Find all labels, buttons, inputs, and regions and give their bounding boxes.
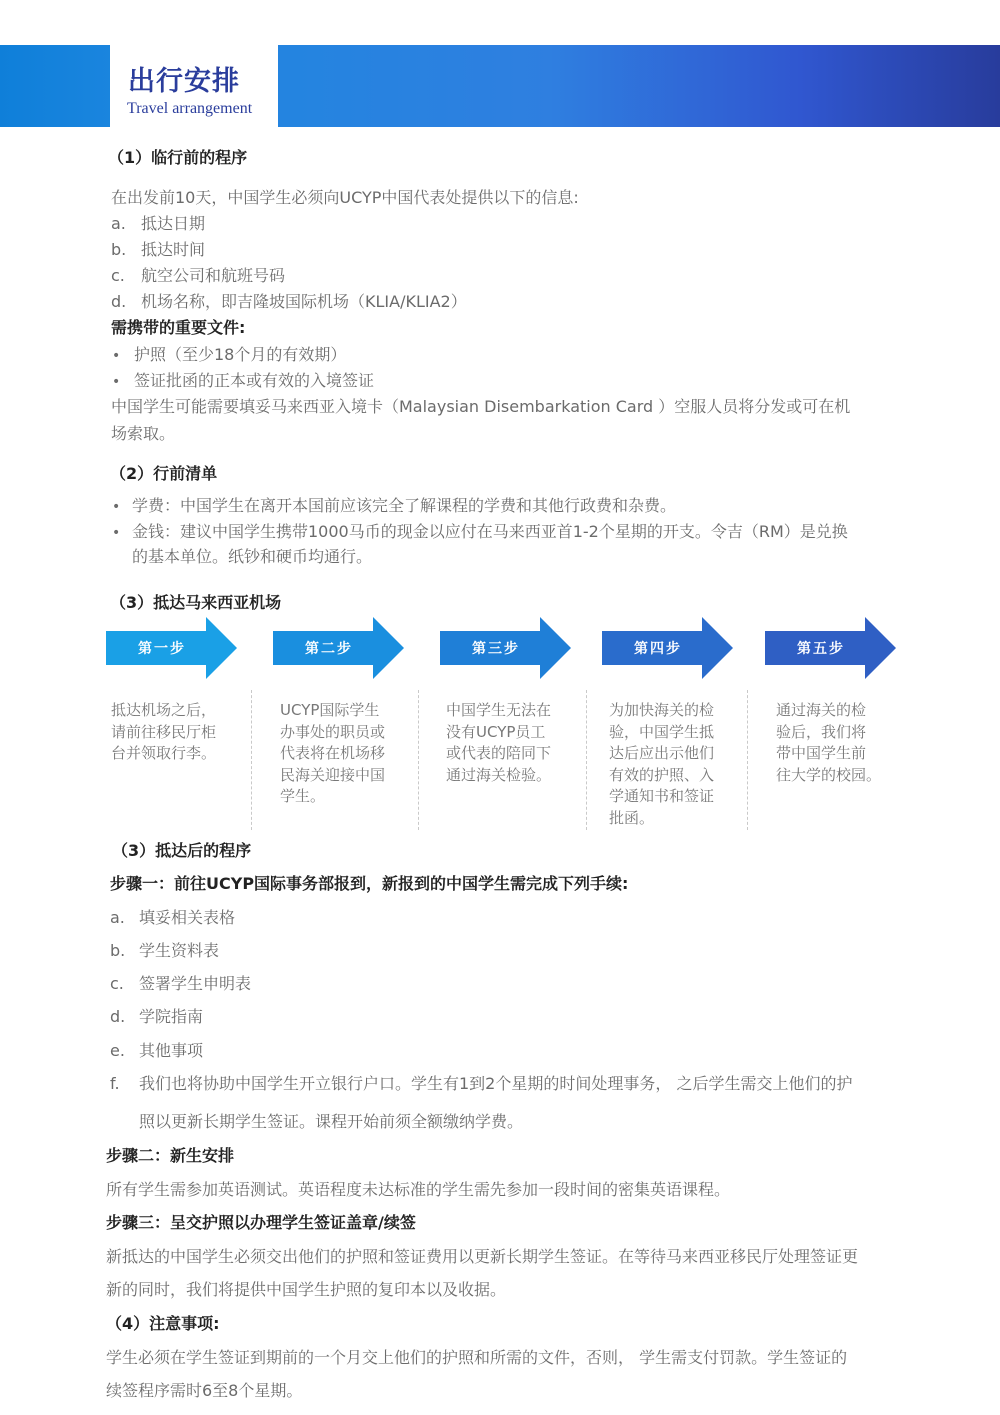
step-desc-line: UCYP国际学生 [280,701,380,719]
step-desc-line: 批函。 [609,808,655,827]
list-item: 照以更新长期学生签证。课程开始前须全额缴纳学费。 [139,1112,524,1131]
doc-item: 签证批函的正本或有效的入境签证 [134,371,375,390]
step3-text: 新抵达的中国学生必须交出他们的护照和签证费用以更新长期学生签证。在等待马来西亚移民厅处理签证更 [106,1247,859,1266]
step1-heading: 步骤一：前往UCYP国际事务部报到，新报到的中国学生需完成下列手续: [110,874,629,893]
bullet-icon: • [112,348,121,364]
step-desc-line: 验后，我们将 [776,722,867,741]
step-desc-line: 学通知书和签证 [609,787,715,806]
list-marker: a. [111,214,126,233]
step-desc-line: 有效的护照、入 [609,765,715,784]
list-item: 我们也将协助中国学生开立银行户口。学生有1到2个星期的时间处理事务， 之后学生需交上他们的护 [139,1074,853,1093]
step-description-2 [280,700,405,808]
notes-text: 学生必须在学生签证到期前的一个月交上他们的护照和所需的文件，否则， 学生需支付罚款。学生签证的 [106,1348,848,1367]
step-description-1 [111,700,236,765]
title-box [110,45,278,127]
list-marker: b. [111,240,127,259]
step-desc-line: 请前往移民厅柜 [111,722,217,741]
section-heading-notes: （4）注意事项: [106,1314,220,1333]
list-item: 航空公司和航班号码 [141,266,286,285]
checklist-line: 金钱：建议中国学生携带1000马币的现金以应付在马来西亚首1-2个星期的开支。令吉（RM）是兑换 [132,522,848,541]
step-description-4 [609,700,734,830]
docs-heading: 需携带的重要文件: [111,318,246,337]
step-desc-line: 民海关迎接中国 [280,765,386,784]
step-desc-line: 台并领取行李。 [111,744,217,763]
section-heading-before-departure: （1）临行前的程序 [108,148,248,167]
section-heading-checklist: （2）行前清单 [110,464,218,483]
step-arrow-2 [273,617,404,679]
checklist-line: 学费：中国学生在离开本国前应该完全了解课程的学费和其他行政费和杂费。 [132,496,677,515]
page-title: 出行安排 [128,66,240,97]
step-label: 第三步 [472,641,520,657]
list-marker: e. [110,1041,125,1060]
step3-heading: 步骤三：呈交护照以办理学生签证盖章/续签 [106,1213,416,1232]
section-heading-arrival: （3）抵达马来西亚机场 [110,593,282,612]
step-arrow-5 [765,617,896,679]
note-line: 场索取。 [111,424,176,443]
step2-heading: 步骤二：新生安排 [106,1146,235,1165]
list-item: 抵达时间 [141,240,206,259]
list-item: 签署学生申明表 [139,974,252,993]
list-item: 机场名称，即吉隆坡国际机场（KLIA/KLIA2） [141,292,467,311]
bullet-icon: • [112,525,121,541]
step-desc-line: 中国学生无法在 [446,701,552,719]
step-desc-line: 办事处的职员或 [280,722,386,741]
page-subtitle: Travel arrangement [127,100,253,117]
step-desc-line: 学生。 [280,787,326,806]
step-arrow-1 [106,617,237,679]
step-desc-line: 通过海关的检 [776,701,867,719]
step-label: 第一步 [138,641,186,657]
step-divider [418,690,419,830]
step-desc-line: 为加快海关的检 [609,701,715,719]
step-arrow-4 [602,617,733,679]
step-description-5 [776,700,901,786]
step-label: 第二步 [305,641,353,657]
step-arrow-3 [440,617,571,679]
step2-text: 所有学生需参加英语测试。英语程度未达标准的学生需先参加一段时间的密集英语课程。 [106,1180,731,1199]
step-label: 第五步 [797,641,845,657]
list-marker: b. [110,941,126,960]
step-divider [747,690,748,830]
step-desc-line: 没有UCYP员工 [446,722,546,741]
list-item: 填妥相关表格 [139,908,236,927]
list-item: 抵达日期 [141,214,206,233]
list-item: 学院指南 [139,1007,204,1026]
bullet-icon: • [112,499,121,515]
doc-item: 护照（至少18个月的有效期） [134,345,347,364]
step-desc-line: 达后应出示他们 [609,744,715,763]
step-desc-line: 抵达机场之后， [111,701,217,719]
intro-text: 在出发前10天，中国学生必须向UCYP中国代表处提供以下的信息: [111,188,579,207]
step-label: 第四步 [634,641,682,657]
list-marker: c. [111,266,125,285]
list-marker: f. [110,1074,120,1093]
list-item: 学生资料表 [139,941,220,960]
list-marker: d. [111,292,127,311]
step-divider [586,690,587,830]
step-desc-line: 带中国学生前 [776,744,867,763]
list-marker: d. [110,1007,126,1026]
notes-text: 续签程序需时6至8个星期。 [106,1381,303,1400]
step-desc-line: 或代表的陪同下 [446,744,552,763]
step-description-3 [446,700,571,786]
step3-text: 新的同时，我们将提供中国学生护照的复印本以及收据。 [106,1280,507,1299]
step-desc-line: 通过海关检验。 [446,765,552,784]
checklist-line: 的基本单位。纸钞和硬币均通行。 [132,547,373,566]
step-desc-line: 代表将在机场移 [280,744,386,763]
section-heading-after-arrival: （3）抵达后的程序 [112,841,252,860]
list-marker: c. [110,974,124,993]
step-desc-line: 验，中国学生抵 [609,722,715,741]
list-marker: a. [110,908,125,927]
bullet-icon: • [112,374,121,390]
list-item: 其他事项 [139,1041,204,1060]
note-line: 中国学生可能需要填妥马来西亚入境卡（Malaysian Disembarkation Card ）空服人员将分发或可在机 [111,397,851,416]
step-desc-line: 往大学的校园。 [776,765,882,784]
step-divider [251,690,252,830]
